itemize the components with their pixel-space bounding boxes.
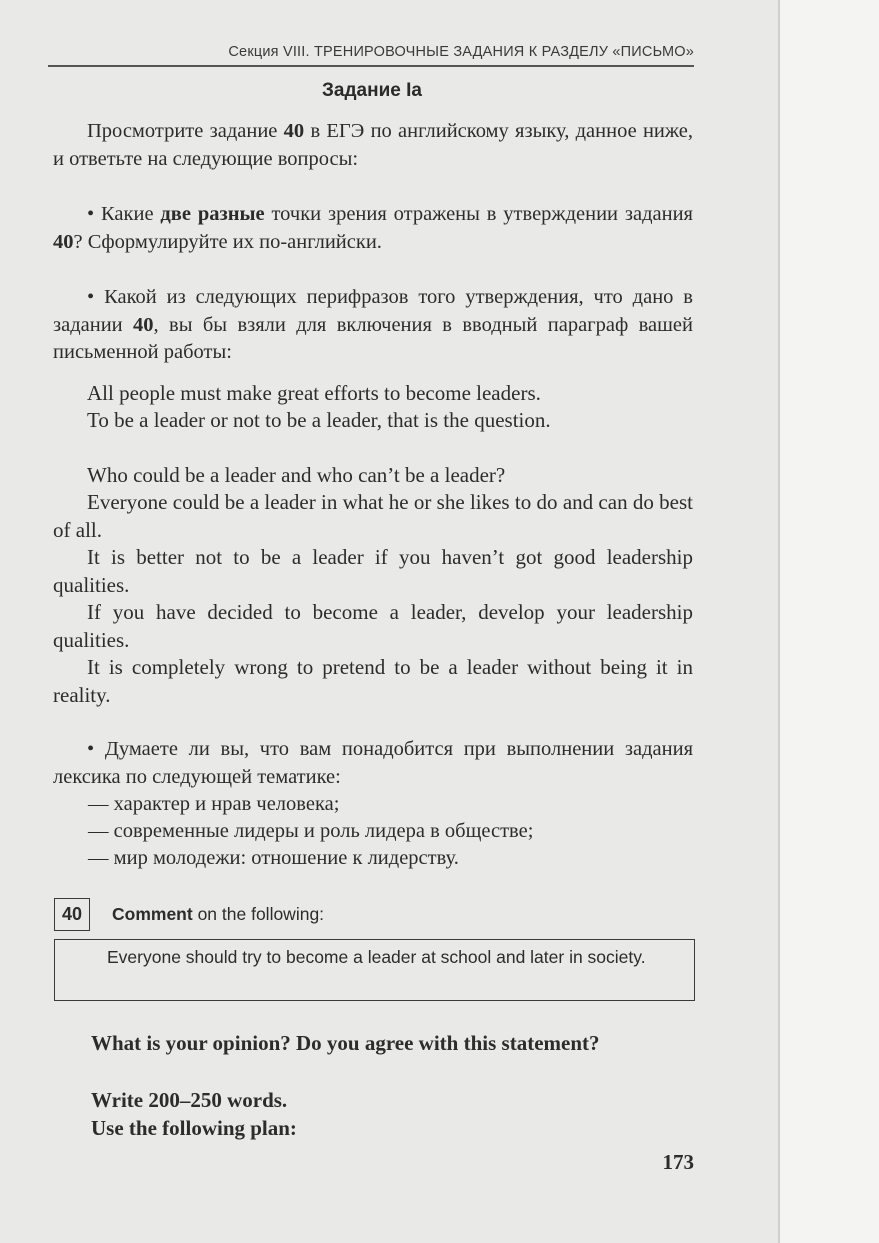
option-2: To be a leader or not to be a leader, that is the question.	[87, 408, 551, 432]
bullet-question-1: • Какие две разные точки зрения отражены в утверждении задания 40? Сформулируйте их по-английски.	[53, 203, 693, 253]
page-edge	[778, 0, 780, 1243]
task-instruction: Comment on the following:	[112, 904, 325, 924]
page-number: 173	[662, 1150, 694, 1174]
bullet-question-3: • Думаете ли вы, что вам понадобится при выполнении задания лексика по следующей тематике:	[53, 738, 693, 788]
task-statement-box: Everyone should try to become a leader at school and later in society.	[54, 939, 695, 1001]
topic-item: — мир молодежи: отношение к лидерству.	[88, 847, 459, 869]
header-rule	[48, 65, 694, 67]
bullet-question-2: • Какой из следующих перифразов того утверждения, что дано в задании 40, вы бы взяли для включения в вводный параграф вашей письменной работы:	[53, 286, 693, 363]
option-4: Everyone could be a leader in what he or she likes to do and can do best of all.	[53, 490, 693, 542]
option-1: All people must make great efforts to become leaders.	[87, 381, 541, 405]
word-count-instruction: Write 200–250 words.	[91, 1088, 288, 1112]
option-3: Who could be a leader and who can’t be a leader?	[87, 463, 506, 487]
task-number-box: 40	[54, 898, 90, 931]
page-title: Задание Ia	[322, 80, 422, 101]
topic-item: — современные лидеры и роль лидера в обществе;	[88, 820, 534, 842]
option-7: It is completely wrong to pretend to be a leader without being it in reality.	[53, 655, 693, 707]
option-6: If you have decided to become a leader, develop your leadership qualities.	[53, 600, 693, 652]
page-margin-right	[778, 0, 879, 1243]
plan-instruction: Use the following plan:	[91, 1116, 297, 1140]
topic-item: — характер и нрав человека;	[88, 793, 340, 815]
running-header: Секция VIII. ТРЕНИРОВОЧНЫЕ ЗАДАНИЯ К РАЗДЕЛУ «ПИСЬМО»	[228, 44, 694, 60]
option-5: It is better not to be a leader if you haven’t got good leadership qualities.	[53, 545, 693, 597]
intro-paragraph: Просмотрите задание 40 в ЕГЭ по английскому языку, данное ниже, и ответьте на следующие вопросы:	[53, 120, 694, 170]
opinion-question: What is your opinion? Do you agree with this statement?	[91, 1031, 600, 1055]
